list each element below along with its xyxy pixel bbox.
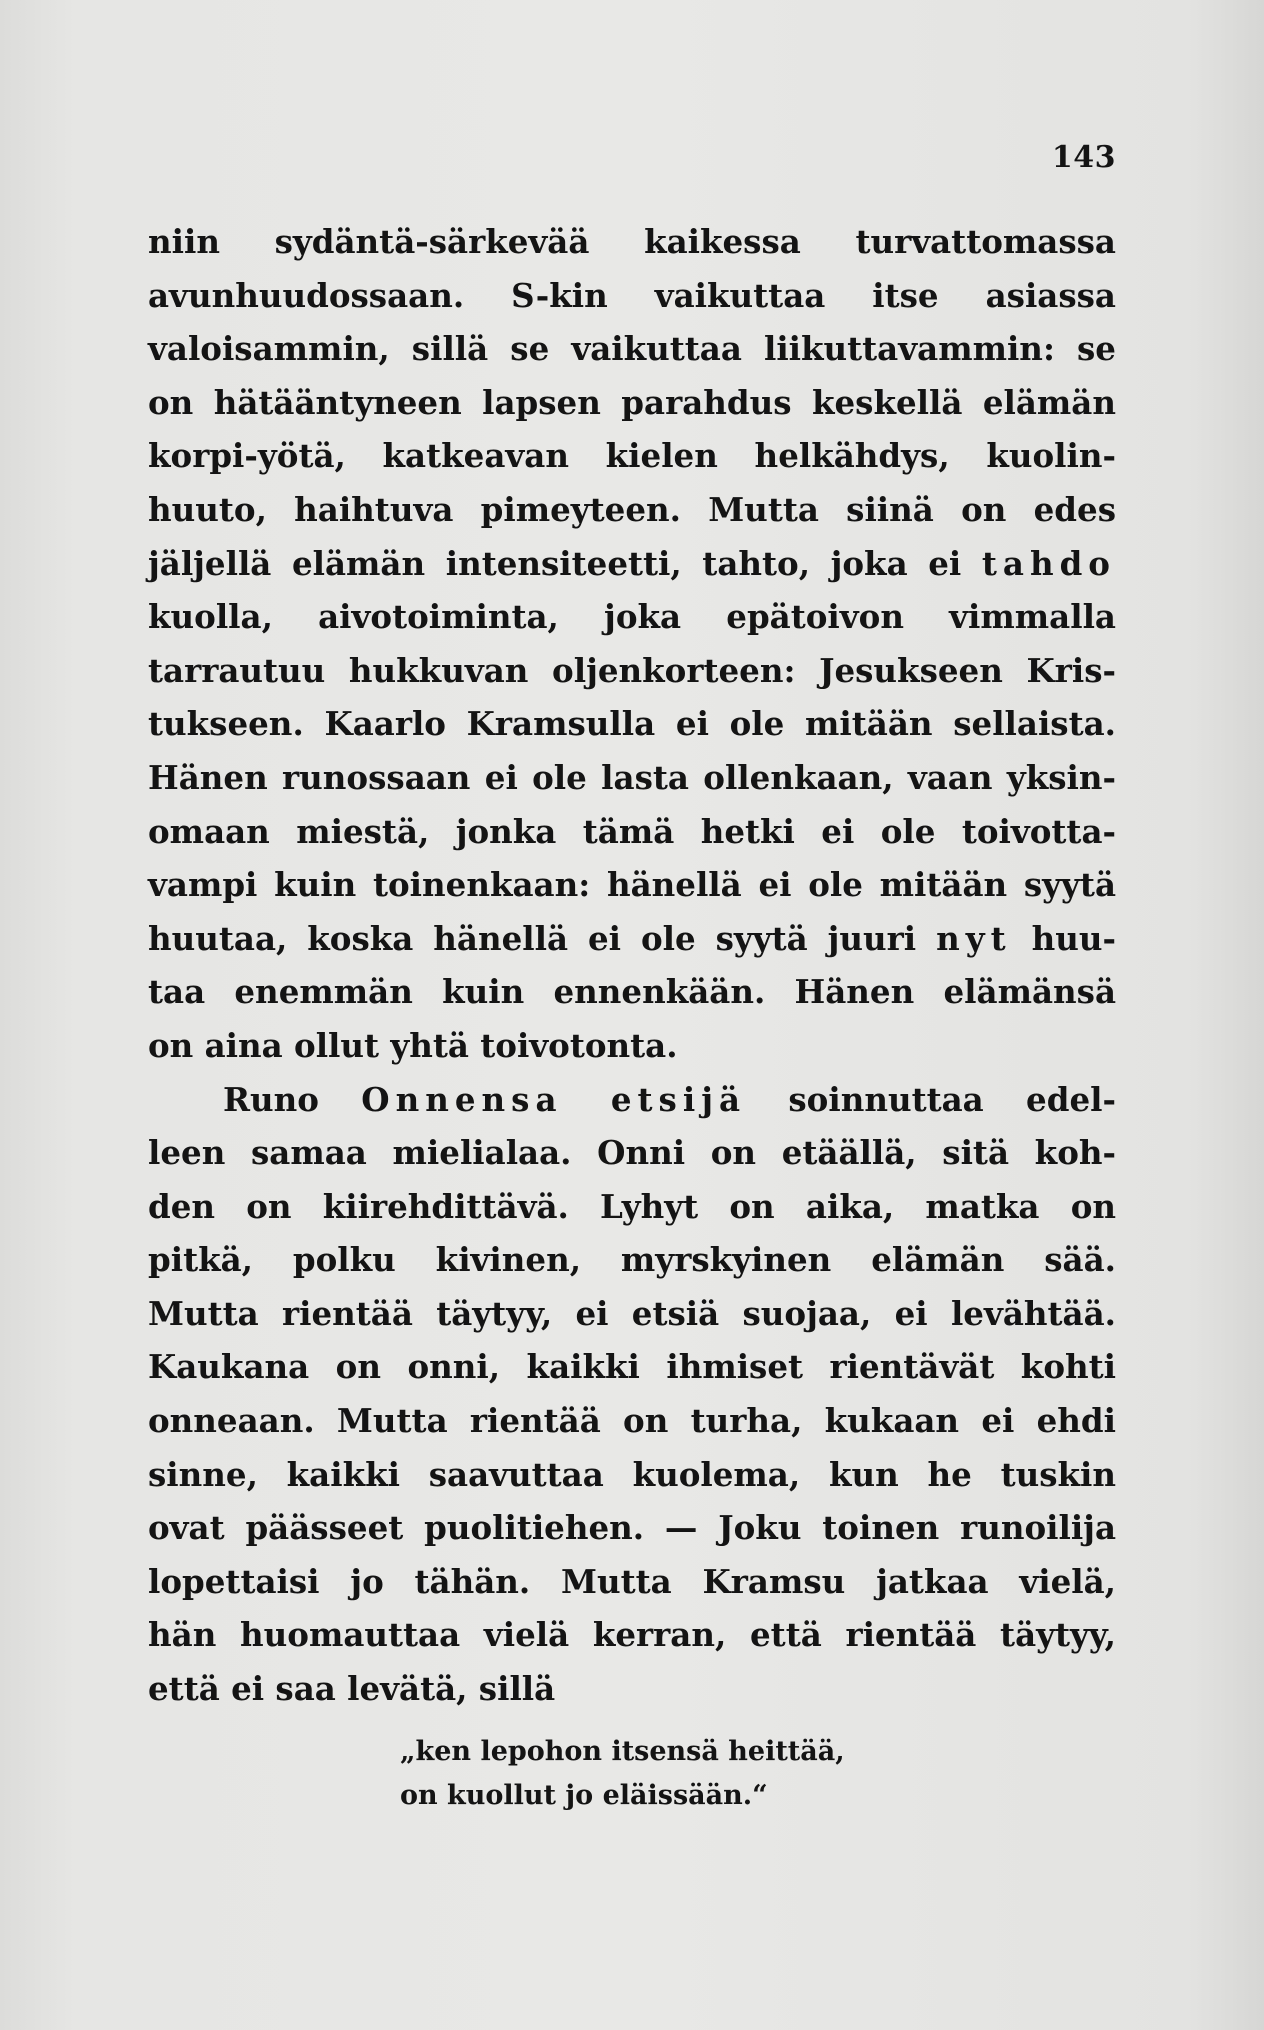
text-line: pitkä, polku kivinen, myrskyinen elämän sää.	[148, 1240, 1116, 1280]
text-line: korpi-yötä, katkeavan kielen helkähdys, kuolin-	[148, 436, 1116, 476]
text-line	[148, 912, 1116, 966]
page-number: 143	[1051, 140, 1116, 175]
text-line: Hänen runossaan ei ole lasta ollenkaan, vaan yksin-	[148, 757, 1116, 797]
text-line: Kaukana on onni, kaikki ihmiset rientävät kohti	[148, 1347, 1116, 1387]
text-line: den on kiirehdittävä. Lyhyt on aika, matka on	[148, 1186, 1116, 1226]
body-text	[148, 215, 1116, 1716]
text-line: hän huomauttaa vielä kerran, että rientää täytyy,	[148, 1615, 1116, 1655]
text-line: kuolla, aivotoiminta, joka epätoivon vimmalla	[148, 597, 1116, 637]
text-line: lopettaisi jo tähän. Mutta Kramsu jatkaa vielä,	[148, 1561, 1116, 1601]
text-line: ovat päässeet puolitiehen. — Joku toinen runoilija	[148, 1508, 1116, 1548]
text-line: on aina ollut yhtä toivotonta.	[148, 1025, 678, 1065]
emphasized-word: nyt	[936, 918, 1012, 958]
text-span: jäljellä elämän intensiteetti, tahto, joka ei	[148, 543, 962, 583]
emphasized-word: tahdo	[981, 543, 1116, 583]
text-line: tarrautuu hukkuvan oljenkorteen: Jesukseen Kris-	[148, 650, 1116, 690]
text-line: omaan miestä, jonka tämä hetki ei ole toivotta-	[148, 811, 1116, 851]
text-line: sinne, kaikki saavuttaa kuolema, kun he tuskin	[148, 1454, 1116, 1494]
text-span: soinnuttaa edel-	[788, 1079, 1116, 1119]
text-line: huuto, haihtuva pimeyteen. Mutta siinä on edes	[148, 489, 1116, 529]
text-line: avunhuudossaan. S-kin vaikuttaa itse asiassa	[148, 275, 1116, 315]
text-line: vampi kuin toinenkaan: hänellä ei ole mitään syytä	[148, 865, 1116, 905]
text-line: taa enemmän kuin ennenkään. Hänen elämänsä	[148, 972, 1116, 1012]
text-span: huu-	[1031, 918, 1116, 958]
text-line: valoisammin, sillä se vaikuttaa liikuttavammin: se	[148, 329, 1116, 369]
poem-title: Onnensa etsijä	[361, 1079, 747, 1119]
quote-line: „ken lepohon itsensä heittää,	[400, 1736, 845, 1767]
text-line	[148, 1073, 1116, 1127]
text-line: on hätääntyneen lapsen parahdus keskellä elämän	[148, 382, 1116, 422]
block-quote	[400, 1730, 845, 1818]
text-line	[148, 537, 1116, 591]
text-span: Runo	[223, 1079, 319, 1119]
text-line: leen samaa mielialaa. Onni on etäällä, sitä koh-	[148, 1133, 1116, 1173]
text-line: niin sydäntä-särkevää kaikessa turvattomassa	[148, 222, 1116, 261]
quote-line: on kuollut jo eläissään.“	[400, 1780, 768, 1811]
text-line: että ei saa levätä, sillä	[148, 1669, 556, 1709]
text-line: tukseen. Kaarlo Kramsulla ei ole mitään sellaista.	[148, 704, 1116, 744]
text-line: onneaan. Mutta rientää on turha, kukaan ei ehdi	[148, 1401, 1116, 1441]
text-line: Mutta rientää täytyy, ei etsiä suojaa, ei levähtää.	[148, 1293, 1116, 1333]
text-span: huutaa, koska hänellä ei ole syytä juuri	[148, 918, 917, 958]
